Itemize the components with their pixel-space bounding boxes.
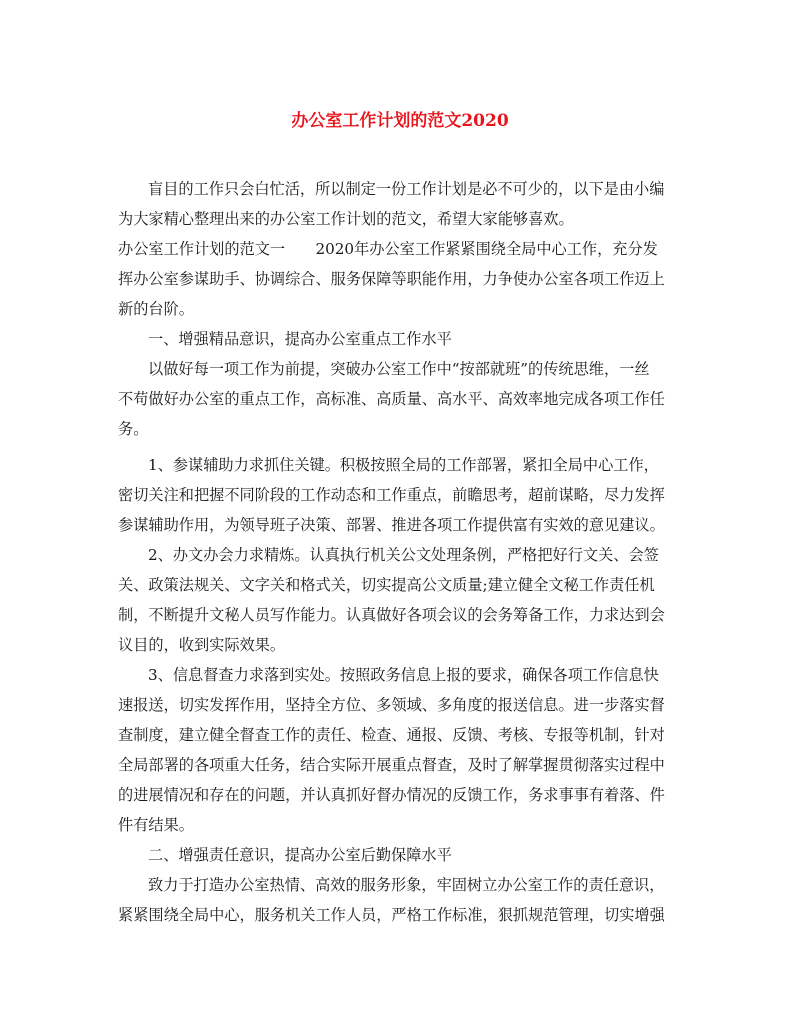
paragraph-line: 的进展情况和存在的问题，并认真抓好督办情况的反馈工作，务求事事有着落、件 [118, 786, 665, 804]
paragraph-line: 办公室工作计划的范文一 2020年办公室工作紧紧围绕全局中心工作，充分发 [118, 240, 658, 258]
paragraph-line: 件有结果。 [118, 816, 194, 834]
paragraph-line: 1、参谋辅助力求抓住关键。积极按照全局的工作部署，紧扣全局中心工作， [148, 456, 659, 474]
document-title: 办公室工作计划的范文2020 [291, 111, 509, 131]
paragraph-line: 务。 [118, 420, 149, 438]
paragraph-line: 以做好每一项工作为前提，突破办公室工作中“按部就班”的传统思维，一丝 [148, 360, 650, 378]
paragraph-line: 新的台阶。 [118, 300, 194, 318]
paragraph-line: 为大家精心整理出来的办公室工作计划的范文，希望大家能够喜欢。 [118, 210, 574, 228]
paragraph-line: 全局部署的各项重大任务，结合实际开展重点督查，及时了解掌握贯彻落实过程中 [118, 756, 665, 774]
paragraph-line: 2、办文办会力求精炼。认真执行机关公文处理条例，严格把好行文关、会签 [148, 546, 659, 564]
paragraph-line: 盲目的工作只会白忙活，所以制定一份工作计划是必不可少的，以下是由小编 [148, 180, 665, 198]
paragraph-line: 议目的，收到实际效果。 [118, 636, 286, 654]
section-heading: 一、增强精品意识，提高办公室重点工作水平 [148, 330, 452, 348]
paragraph-line: 不苟做好办公室的重点工作，高标准、高质量、高水平、高效率地完成各项工作任 [118, 390, 665, 408]
paragraph-line: 查制度，建立健全督查工作的责任、检查、通报、反馈、考核、专报等机制，针对 [118, 726, 665, 744]
paragraph-line: 速报送，切实发挥作用，坚持全方位、多领域、多角度的报送信息。进一步落实督 [118, 696, 665, 714]
paragraph-line: 关、政策法规关、文字关和格式关，切实提高公文质量;建立健全文秘工作责任机 [118, 576, 655, 594]
section-heading: 二、增强责任意识，提高办公室后勤保障水平 [148, 846, 452, 864]
paragraph-line: 参谋辅助作用，为领导班子决策、部署、推进各项工作提供富有实效的意见建议。 [118, 516, 665, 534]
paragraph-line: 制，不断提升文秘人员写作能力。认真做好各项会议的会务筹备工作，力求达到会 [118, 606, 665, 624]
paragraph-line: 挥办公室参谋助手、协调综合、服务保障等职能作用，力争使办公室各项工作迈上 [118, 270, 665, 288]
paragraph-line: 致力于打造办公室热情、高效的服务形象，牢固树立办公室工作的责任意识， [148, 876, 665, 894]
paragraph-line: 3、信息督查力求落到实处。按照政务信息上报的要求，确保各项工作信息快 [148, 666, 659, 684]
paragraph-line: 紧紧围绕全局中心，服务机关工作人员，严格工作标准，狠抓规范管理，切实增强 [118, 906, 665, 924]
paragraph-line: 密切关注和把握不同阶段的工作动态和工作重点，前瞻思考，超前谋略，尽力发挥 [118, 486, 665, 504]
